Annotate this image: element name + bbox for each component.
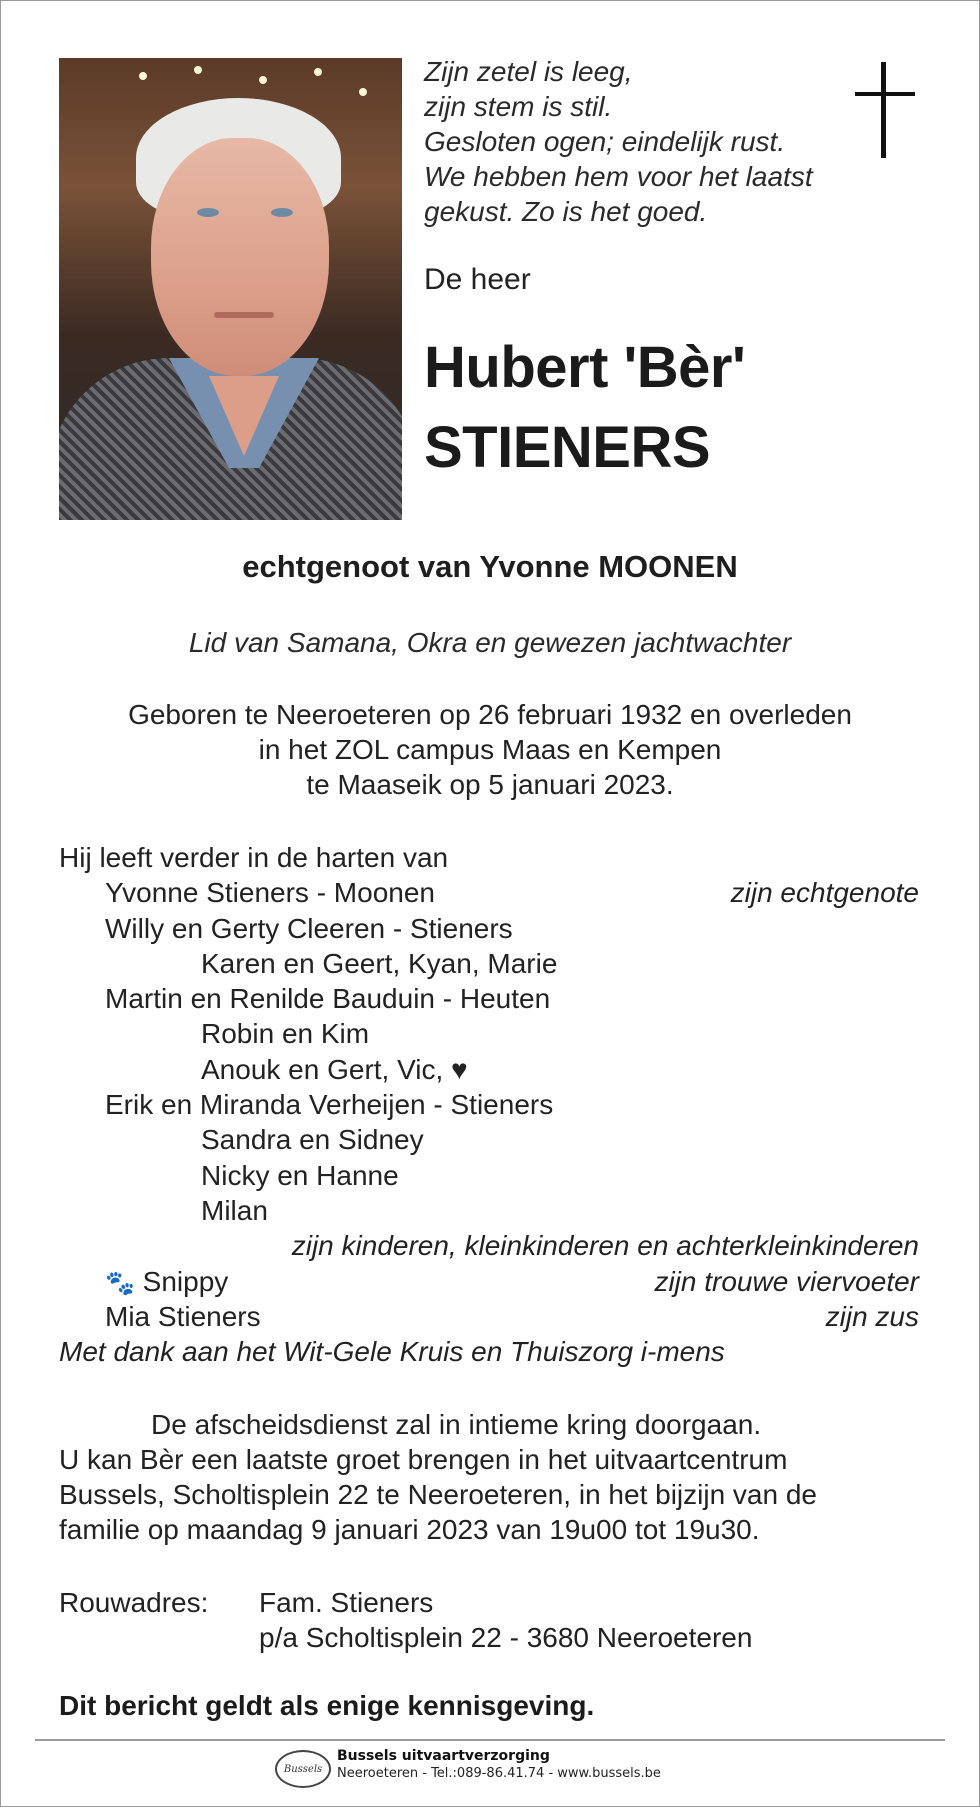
ceremony-line: De afscheidsdienst zal in intieme kring doorgaan. xyxy=(151,1409,762,1440)
poem-line: zijn stem is stil. xyxy=(424,91,613,122)
family-list xyxy=(59,840,919,1369)
address-line: p/a Scholtisplein 22 - 3680 Neeroeteren xyxy=(259,1622,753,1653)
list-item: Robin en Kim xyxy=(201,1018,370,1050)
deceased-name xyxy=(424,328,745,488)
born-line: Geboren te Neeroeteren op 26 februari 1932 en overleden xyxy=(128,699,852,730)
thanks-line: Met dank aan het Wit-Gele Kruis en Thuiszorg i-mens xyxy=(59,1336,725,1368)
salutation: De heer xyxy=(424,263,531,296)
children-role: zijn kinderen, kleinkinderen en achterkleinkinderen xyxy=(291,1230,919,1262)
first-name: Hubert 'Bèr' xyxy=(424,335,746,400)
ceremony-line: familie op maandag 9 januari 2023 van 19u00 tot 19u30. xyxy=(59,1514,760,1545)
list-item: Martin en Renilde Bauduin - Heuten xyxy=(105,983,551,1015)
family-role: zijn trouwe viervoeter xyxy=(654,1265,919,1297)
notice-line: Dit bericht geldt als enige kennisgeving. xyxy=(59,1690,595,1721)
family-role: zijn zus xyxy=(825,1300,919,1332)
ceremony-text xyxy=(59,1407,919,1547)
cross-icon xyxy=(855,62,915,158)
paw-icon: 🐾 xyxy=(105,1269,135,1297)
born-line: te Maaseik op 5 januari 2023. xyxy=(306,769,674,800)
ceremony-line: U kan Bèr een laatste groet brengen in het uitvaartcentrum xyxy=(59,1444,788,1475)
address-value xyxy=(259,1585,752,1655)
poem xyxy=(424,54,813,229)
family-name: Mia Stieners xyxy=(105,1300,261,1332)
poem-line: gekust. Zo is het goed. xyxy=(424,196,708,227)
family-name: Snippy xyxy=(142,1265,229,1297)
list-item: Milan xyxy=(201,1194,268,1226)
poem-line: We hebben hem voor het laatst xyxy=(424,161,813,192)
portrait-photo xyxy=(59,58,402,520)
family-intro: Hij leeft verder in de harten van xyxy=(59,842,449,873)
poem-line: Zijn zetel is leeg, xyxy=(424,56,633,87)
family-name: Yvonne Stieners - Moonen xyxy=(105,877,435,909)
footer-company: Bussels uitvaartverzorging xyxy=(337,1748,550,1764)
list-item: Nicky en Hanne xyxy=(201,1159,399,1191)
address-label: Rouwadres: xyxy=(59,1587,209,1618)
footer-contact: Neeroeteren - Tel.:089-86.41.74 - www.bussels.be xyxy=(337,1766,661,1781)
list-item: Erik en Miranda Verheijen - Stieners xyxy=(105,1089,554,1121)
bussels-logo: Bussels xyxy=(275,1750,331,1788)
born-line: in het ZOL campus Maas en Kempen xyxy=(258,734,722,765)
list-item: Willy en Gerty Cleeren - Stieners xyxy=(105,912,513,944)
list-item: Sandra en Sidney xyxy=(201,1124,424,1156)
list-item: Anouk en Gert, Vic, ♥ xyxy=(201,1053,468,1085)
list-item xyxy=(59,1299,919,1334)
address-line: Fam. Stieners xyxy=(259,1587,434,1618)
list-item xyxy=(59,875,919,910)
spouse-line: echtgenoot van Yvonne MOONEN xyxy=(242,549,738,584)
list-item xyxy=(59,1264,919,1299)
birth-death-text xyxy=(0,697,980,802)
ceremony-line: Bussels, Scholtisplein 22 te Neeroeteren, in het bijzijn van de xyxy=(59,1479,817,1510)
last-name: STIENERS xyxy=(424,415,711,480)
footer-divider xyxy=(35,1739,945,1741)
poem-line: Gesloten ogen; eindelijk rust. xyxy=(424,126,786,157)
membership-line: Lid van Samana, Okra en gewezen jachtwachter xyxy=(188,627,792,658)
list-item: Karen en Geert, Kyan, Marie xyxy=(201,947,558,979)
family-role: zijn echtgenote xyxy=(730,877,919,909)
